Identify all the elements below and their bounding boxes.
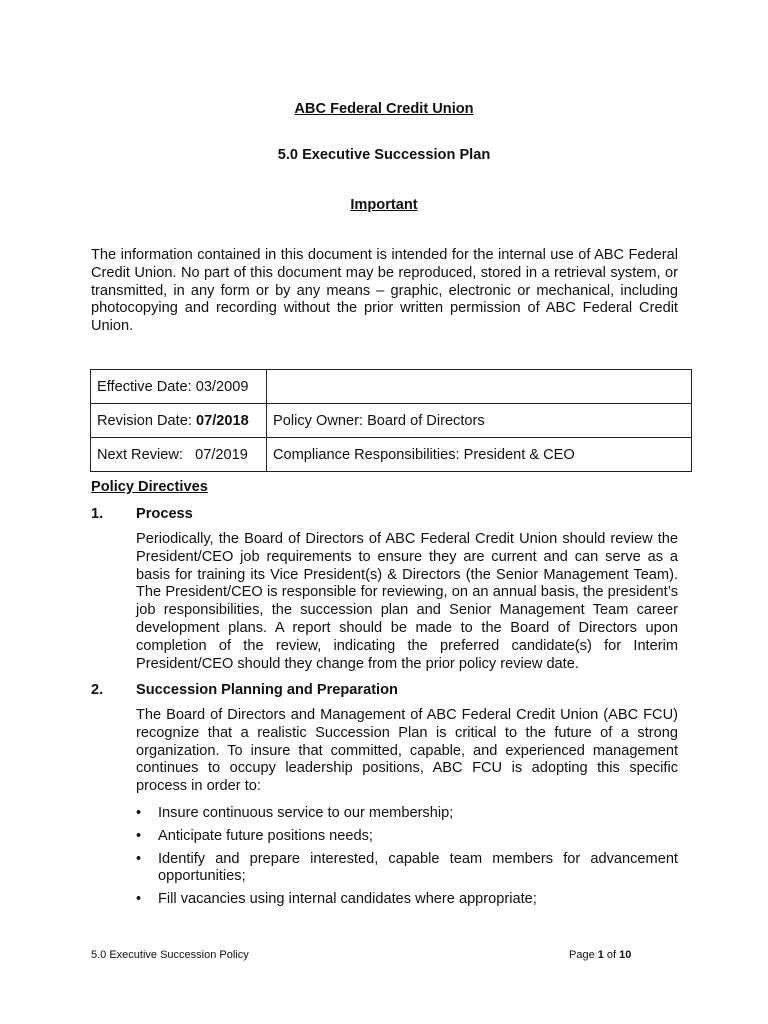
revision-date-cell xyxy=(91,404,267,438)
next-review-cell xyxy=(91,438,267,472)
empty-cell xyxy=(267,370,692,404)
compliance-cell: Compliance Responsibilities: President & CEO xyxy=(267,438,692,472)
table-row xyxy=(91,370,692,404)
effective-date-label: Effective Date: xyxy=(97,378,196,395)
revision-date-label: Revision Date: xyxy=(97,412,196,429)
list-item-text: Insure continuous service to our membership; xyxy=(158,805,454,821)
of-label: of xyxy=(603,949,620,961)
item-number: 2. xyxy=(91,682,104,698)
important-heading: Important xyxy=(350,197,418,213)
list-item-text: Anticipate future positions needs; xyxy=(158,827,373,844)
list-item-text: Fill vacancies using internal candidates where appropriate; xyxy=(158,891,537,908)
footer-page-number xyxy=(569,949,631,961)
next-review-label: Next Review: xyxy=(97,446,196,463)
effective-date-value: 03/2009 xyxy=(195,378,249,395)
bullet-icon: • xyxy=(136,891,142,908)
plan-title: 5.0 Executive Succession Plan xyxy=(277,147,491,163)
list-item xyxy=(136,851,678,887)
revision-date-value: 07/2018 xyxy=(195,412,249,429)
org-title: ABC Federal Credit Union xyxy=(294,101,474,117)
list-item-text: Identify and prepare interested, capable team members for advancement opportunities; xyxy=(158,850,678,885)
list-item xyxy=(136,805,678,823)
bullet-icon: • xyxy=(136,850,142,867)
intro-paragraph: The information contained in this document is intended for the internal use of ABC Federal Credit Union. No part of this document may be reproduced, stored in a retrieval system, or transmitted, in any form or by any means – graphic, electronic or mechanical, including photocopying and recording without the prior written permission of ABC Federal Credit Union. xyxy=(91,247,678,335)
bullet-icon: • xyxy=(136,805,142,821)
policy-directives-heading: Policy Directives xyxy=(91,479,208,495)
succession-bullet-list xyxy=(136,805,678,914)
page-current: 1 xyxy=(597,949,604,961)
table-row xyxy=(91,404,692,438)
item-title-process: Process xyxy=(136,506,193,522)
item-body-succession: The Board of Directors and Management of ABC Federal Credit Union (ABC FCU) recognize that a realistic Succession Plan is critical to the future of a strong organization. To insure that committed, capable, and experienced management continues to occupy leadership positions, ABC FCU is adopting this specific process in order to: xyxy=(136,707,678,795)
list-item xyxy=(136,891,678,909)
list-item xyxy=(136,828,678,846)
footer-doc-name: 5.0 Executive Succession Policy xyxy=(91,949,249,961)
effective-date-cell xyxy=(91,370,267,404)
page-label: Page xyxy=(569,949,598,961)
table-row xyxy=(91,438,692,472)
policy-owner-cell: Policy Owner: Board of Directors xyxy=(267,404,692,438)
bullet-icon: • xyxy=(136,827,142,844)
page-total: 10 xyxy=(619,949,632,961)
policy-meta-table xyxy=(90,369,692,472)
item-number: 1. xyxy=(91,506,104,522)
item-body-process: Periodically, the Board of Directors of ABC Federal Credit Union should review the President/CEO job requirements to ensure they are current and can serve as a basis for training its Vice President(s) & Directors (the Senior Management Team). The President/CEO is responsible for reviewing, on an annual basis, the president’s job responsibilities, the succession plan and Senior Management Team career development plans. A report should be made to the Board of Directors upon completion of the review, indicating the preferred candidate(s) for Interim President/CEO should they change from the prior policy review date. xyxy=(136,531,678,672)
next-review-value: 07/2019 xyxy=(195,446,248,463)
item-title-succession: Succession Planning and Preparation xyxy=(136,682,398,698)
